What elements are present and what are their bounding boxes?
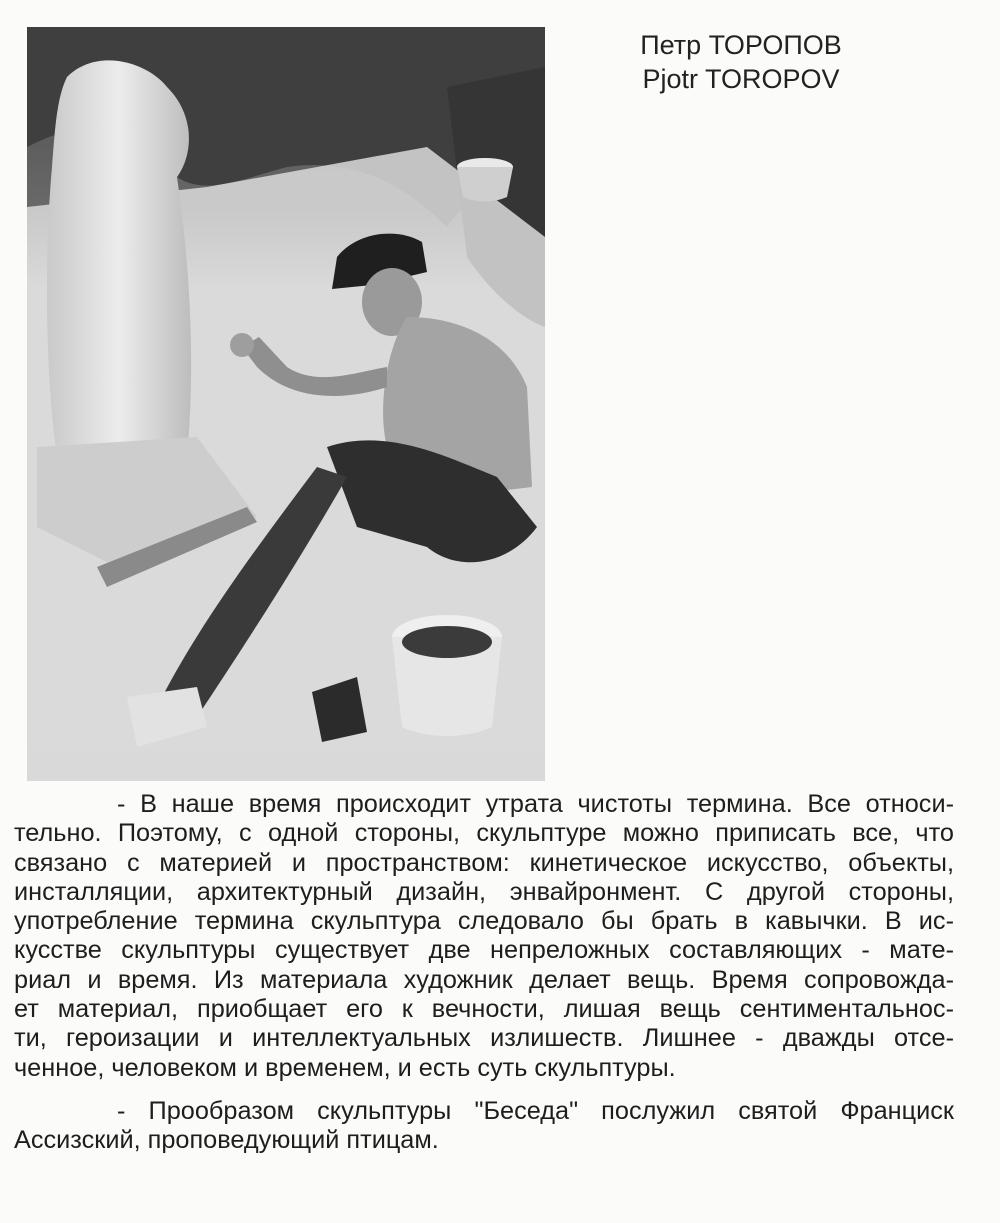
- text-line: ти, героизации и интеллектуальных излишеств. Лишнее - дважды отсе-: [14, 1024, 954, 1053]
- text-line: кусстве скульптуры существует две непреложных составляющих - мате-: [14, 936, 954, 965]
- text-line: ченное, человеком и временем, и есть суть скульптуры.: [14, 1053, 676, 1082]
- author-name-en: Pjotr TOROPOV: [642, 64, 840, 94]
- text-line: тельно. Поэтому, с одной стороны, скульптуре можно приписать все, что: [14, 819, 954, 848]
- text-line: инсталляции, архитектурный дизайн, энвайронмент. С другой стороны,: [14, 877, 954, 906]
- paragraph-2: [14, 1097, 954, 1156]
- text-line: ет материал, приобщает его к вечности, лишая вещь сентиментальнос-: [14, 995, 954, 1024]
- sculptor-photo: [27, 27, 545, 781]
- paragraph-1: [14, 790, 954, 1083]
- author-heading: [596, 28, 886, 96]
- text-line: - В наше время происходит утрата чистоты термина. Все относи-: [117, 790, 954, 818]
- author-name-ru: Петр ТОРОПОВ: [640, 30, 842, 60]
- text-line: Ассизский, проповедующий птицам.: [14, 1126, 439, 1155]
- photo-illustration: [27, 27, 545, 781]
- text-line: риал и время. Из материала художник делает вещь. Время сопровожда-: [14, 965, 954, 994]
- article-body: [14, 790, 954, 1156]
- text-line: связано с материей и пространством: кинетическое искусство, объекты,: [14, 848, 954, 877]
- text-line: - Прообразом скульптуры "Беседа" послужил святой Франциск: [117, 1096, 954, 1125]
- text-line: употребление термина скульптура следовало бы брать в кавычки. В ис-: [14, 907, 954, 936]
